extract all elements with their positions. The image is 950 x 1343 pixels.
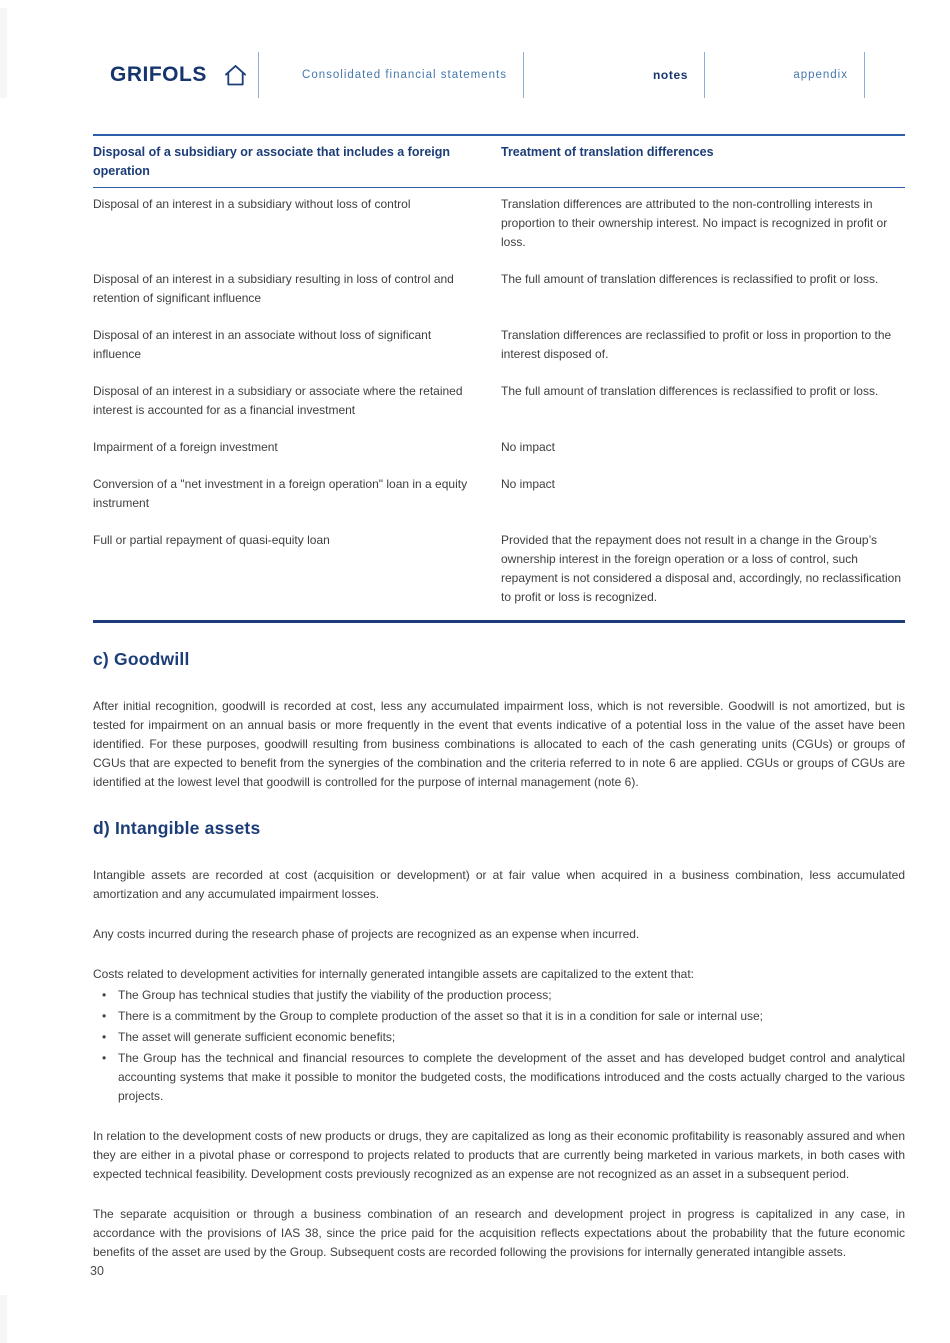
table-row	[93, 321, 905, 377]
nav-item-consolidated-financial-statements[interactable]: Consolidated financial statements	[258, 52, 524, 98]
table-row	[93, 526, 905, 620]
section-heading-intangible-assets: d) Intangible assets	[93, 818, 261, 838]
table-row	[93, 470, 905, 526]
row-treatment-cell: No impact	[501, 477, 556, 491]
list-item: • The Group has technical studies that justify the viability of the production process;	[93, 986, 905, 1005]
row-case-cell: Conversion of a "net investment in a foreign operation" loan in a equity instrument	[93, 477, 468, 510]
row-treatment-cell: Provided that the repayment does not result in a change in the Group’s ownership interest in the foreign operation or a loss of control, such repayment is not considered a disposal and, accordingly, no reclassification to profit or loss is recognized.	[501, 533, 901, 604]
list-item: • The asset will generate sufficient economic benefits;	[93, 1028, 905, 1047]
header-nav	[258, 52, 865, 98]
page-content	[93, 134, 905, 1262]
row-case-cell: Full or partial repayment of quasi-equity loan	[93, 533, 330, 547]
row-case-cell: Disposal of an interest in a subsidiary without loss of control	[93, 197, 411, 211]
row-treatment-cell: The full amount of translation differences is reclassified to profit or loss.	[501, 272, 879, 286]
table-row	[93, 433, 905, 470]
intangible-paragraph-4: The separate acquisition or through a business combination of an research and development project in progress is capitalized in any case, in accordance with the provisions of IAS 38, since the price paid for the acquisition reflects expectations about the probability that the future economic benefits of the asset are used by the Group. Subsequent costs are recorded following the provisions for internally generated intangible assets.	[93, 1207, 905, 1259]
page-edge-shadow-bottom	[0, 1295, 7, 1343]
row-treatment-cell: Translation differences are reclassified to profit or loss in proportion to the interest disposed of.	[501, 328, 892, 361]
intangible-paragraph-3: In relation to the development costs of new products or drugs, they are capitalized as long as their economic profitability is reasonably assured and when they are either in a pivotal phase or correspond to projects related to products that are currently being marketed in various markets, in both cases with expected technical feasibility. Development costs previously recognized as an expense are not recognized as an asset in a subsequent period.	[93, 1129, 905, 1181]
table-body	[93, 188, 905, 623]
list-item: • The Group has the technical and financial resources to complete the development of the asset and has developed budget control and analytical accounting systems that make it possible to monitor the budgeted costs, the modifications introduced and the costs actually charged to the various projects.	[93, 1049, 905, 1106]
grifols-logo: GRIFOLS	[110, 63, 207, 86]
row-case-cell: Disposal of an interest in a subsidiary or associate where the retained interest is accounted for as a financial investment	[93, 384, 463, 417]
section-heading-goodwill: c) Goodwill	[93, 649, 190, 669]
row-case-cell: Disposal of an interest in an associate without loss of significant influence	[93, 328, 432, 361]
nav-item-notes[interactable]: notes	[524, 52, 705, 98]
table-header-row	[93, 136, 905, 188]
intangible-paragraph-1: Intangible assets are recorded at cost (acquisition or development) or at fair value when acquired in a business combination, less accumulated amortization and any accumulated impairment losses.	[93, 868, 905, 901]
table-header-disposal: Disposal of a subsidiary or associate that includes a foreign operation	[93, 145, 451, 178]
bullets-intro: Costs related to development activities for internally generated intangible assets are capitalized to the extent that:	[93, 967, 695, 981]
row-case-cell: Disposal of an interest in a subsidiary resulting in loss of control and retention of significant influence	[93, 272, 454, 305]
table-header-treatment: Treatment of translation differences	[501, 145, 714, 159]
list-item: • There is a commitment by the Group to complete production of the asset so that it is in a condition for sale or internal use;	[93, 1007, 905, 1026]
row-treatment-cell: Translation differences are attributed to the non-controlling interests in proportion to their ownership interest. No impact is recognized in profit or loss.	[501, 197, 888, 249]
capitalization-criteria-list	[93, 986, 905, 1106]
goodwill-paragraph: After initial recognition, goodwill is recorded at cost, less any accumulated impairment loss, which is not reversible. Goodwill is not amortized, but is tested for impairment on an annual basis or more frequently in the event that events indicative of a potential loss in the value of the asset have been identified. For these purposes, goodwill resulting from business combinations is allocated to each of the cash generating units (CGUs) or groups of CGUs that are expected to benefit from the synergies of the combination and the criteria referred to in note 6 are applied. CGUs or groups of CGUs are identified at the lowest level that goodwill is controlled for the purpose of internal management (note 6).	[93, 699, 905, 789]
page-header	[110, 52, 865, 98]
home-icon[interactable]	[222, 52, 258, 98]
row-treatment-cell: No impact	[501, 440, 556, 454]
intangible-paragraph-2: Any costs incurred during the research phase of projects are recognized as an expense when incurred.	[93, 927, 640, 941]
table-row	[93, 265, 905, 321]
table-row	[93, 190, 905, 265]
translation-differences-table	[93, 134, 905, 623]
nav-item-appendix[interactable]: appendix	[705, 52, 865, 98]
page-number: 30	[90, 1264, 104, 1278]
row-treatment-cell: The full amount of translation differences is reclassified to profit or loss.	[501, 384, 879, 398]
page-edge-shadow-top	[0, 8, 7, 98]
row-case-cell: Impairment of a foreign investment	[93, 440, 278, 454]
table-row	[93, 377, 905, 433]
